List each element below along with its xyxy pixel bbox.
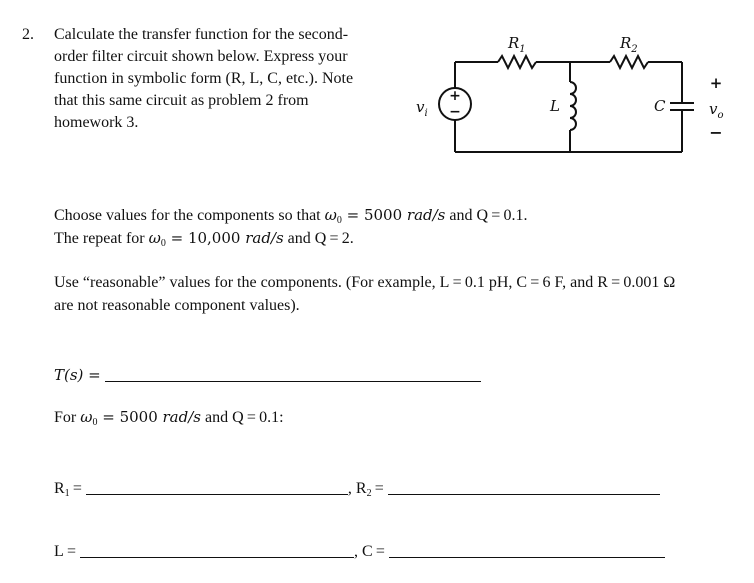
reasonable-line-2: are not reasonable component values). <box>54 297 300 314</box>
r2-label: $R_2$ <box>620 34 638 55</box>
problem-line: that this same circuit as problem 2 from <box>54 92 309 109</box>
l-label: L = <box>54 543 76 560</box>
r2-answer-blank[interactable] <box>388 478 660 495</box>
c-answer-blank[interactable] <box>389 541 665 558</box>
source-minus: − <box>449 104 461 120</box>
l-answer-blank[interactable] <box>80 541 354 558</box>
reasonable-line-1: Use “reasonable” values for the components. (For example, L = 0.1 pH, C = 6 F, and R = 0.001 Ω <box>54 274 676 291</box>
problem-line: Calculate the transfer function for the second- <box>54 26 349 43</box>
output-plus: + <box>709 74 723 92</box>
source-plus: + <box>449 88 461 104</box>
circuit-diagram <box>398 24 738 174</box>
problem-line: function in symbolic form (R, L, C, etc.). Note <box>54 70 354 87</box>
r1-answer-blank[interactable] <box>86 478 348 495</box>
r2-label: $R_2$ = <box>355 480 384 499</box>
choose-line-1: Choose values for the components so that $\omega_0 = 5000$ rad/s and Q = 0.1. <box>54 206 528 226</box>
problem-statement <box>54 24 353 134</box>
problem-line: order filter circuit shown below. Express your <box>54 48 348 65</box>
lc-values-row: L = , C = <box>54 541 665 563</box>
inductor-l <box>570 82 576 130</box>
problem-number: 2. <box>22 26 34 43</box>
capacitor-label: C <box>654 97 666 115</box>
for-omega-line: For $\omega_0 = 5000$ rad/s and Q = 0.1: <box>54 408 284 428</box>
vin-label: $v_i$ <box>416 98 428 119</box>
r-values-row: $R_1$ = , $R_2$ = <box>54 478 660 505</box>
vout-label: $v_o$ <box>709 100 724 121</box>
c-label: C = <box>362 543 385 560</box>
resistor-r1 <box>498 56 536 68</box>
problem-line: homework 3. <box>54 114 139 131</box>
inductor-label: L <box>550 97 560 115</box>
resistor-r2 <box>610 56 648 68</box>
output-minus: − <box>709 123 723 142</box>
r1-label: $R_1$ = <box>54 480 82 499</box>
transfer-function-row <box>54 364 481 387</box>
choose-line-2: The repeat for $\omega_0 = 10,000$ rad/s and Q = 2. <box>54 229 354 249</box>
r1-label: $R_1$ <box>508 34 526 55</box>
ts-answer-blank[interactable] <box>105 365 481 382</box>
ts-label: T(s) = <box>54 366 101 384</box>
